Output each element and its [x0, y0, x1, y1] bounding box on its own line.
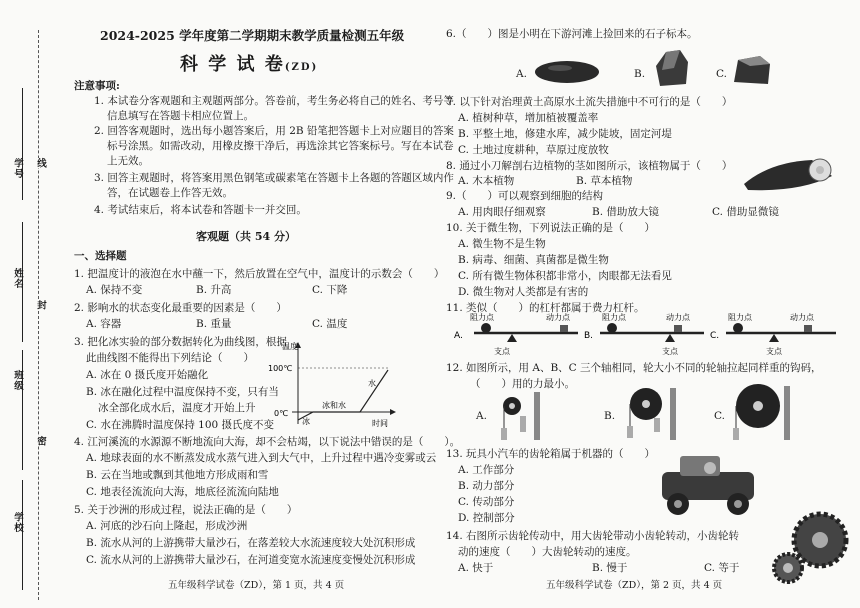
notice-line: 答，在试题卷上作答无效。: [107, 187, 233, 199]
q10-option-a: A. 微生物不是生物: [458, 238, 546, 250]
q5-option-a: A. 河底的沙石向上隆起，形成沙洲: [86, 520, 248, 532]
ice-melting-graph: [268, 338, 398, 430]
notice-line: 1. 本试卷分客观题和主观题两部分。答卷前，考生务必将自己的姓名、考号等: [94, 95, 454, 107]
q6-option-b: B.: [634, 68, 646, 80]
q7-option-c: C. 土地过度耕种，草原过度放牧: [458, 144, 609, 156]
section-title: 客观题（共 54 分）: [196, 230, 296, 243]
q14-option-c: C. 等于: [704, 562, 740, 574]
q9-option-c: C. 借助显微镜: [712, 206, 779, 218]
q1-option-a: A. 保持不变: [86, 284, 143, 296]
q6-option-a: A.: [516, 68, 527, 80]
q12-option-c: C.: [714, 410, 725, 422]
q5-option-b: B. 流水从河的上游携带大量沙石，在落差较大水流速度较大处沉积形成: [86, 537, 416, 549]
id-line: [22, 88, 23, 200]
seal-word-line: 线: [35, 158, 46, 168]
smooth-pebble-image: [532, 56, 602, 86]
q14-option-a: A. 快于: [458, 562, 494, 574]
q4-option-a: A. 地球表面的水不断蒸发成水蒸气进入到大气中，上升过程中遇冷变雾或云: [86, 452, 437, 464]
q2-option-c: C. 温度: [312, 318, 348, 330]
sidebar-school-label: 学校: [12, 512, 23, 533]
lever-c-label: C.: [710, 331, 720, 341]
q13-option-a: A. 工作部分: [458, 464, 515, 476]
q9-option-b: B. 借助放大镜: [592, 206, 659, 218]
sidebar-name-label: 姓名: [12, 268, 23, 289]
footer-page-2: 五年级科学试卷（ZD），第 2 页，共 4 页: [546, 580, 723, 591]
q3-option-c: C. 水在沸腾时温度保持 100 摄氏度不变: [86, 419, 275, 431]
lever-b-label: B.: [584, 331, 594, 341]
lever-a-effort-label: 动力点: [546, 313, 570, 322]
q10-option-c: C. 所有微生物体积都非常小，肉眼都无法看见: [458, 270, 672, 282]
question-2: 2. 影响水的状态变化最重要的因素是（ ）: [74, 302, 287, 314]
wheel-axle-c-image: [730, 382, 794, 444]
q12-option-b: B.: [604, 410, 616, 422]
graph-label-water: 水: [368, 379, 376, 388]
graph-xlabel: 时间: [372, 419, 388, 428]
q13-option-d: D. 控制部分: [458, 512, 515, 524]
question-11: 11. 类似（ ）的杠杆都属于费力杠杆。: [446, 302, 645, 314]
q13-option-b: B. 动力部分: [458, 480, 515, 492]
question-5: 5. 关于沙洲的形成过程，说法正确的是（ ）: [74, 504, 298, 516]
notice-line: 信息填写在答题卡相应位置上。: [107, 110, 254, 122]
q8-option-a: A. 木本植物: [458, 175, 515, 187]
notice-line: 2. 回答客观题时，选出每小题答案后，用 2B 铅笔把答题卡上对应题目的答案: [94, 125, 454, 137]
q10-option-b: B. 病毒、细菌、真菌都是微生物: [458, 254, 609, 266]
question-6: 6.（ ）图是小明在下游河滩上捡回来的石子标本。: [446, 28, 698, 40]
exam-code: (ZD): [284, 62, 319, 73]
q7-option-a: A. 植树种草，增加植被覆盖率: [458, 112, 599, 124]
notice-line: 4. 考试结束后，将本试卷和答题卡一并交回。: [94, 204, 307, 216]
question-12-line1: 12. 如图所示，用 A、B、C 三个轴相同，轮大小不同的轮轴拉起同样重的钩码，: [446, 362, 822, 374]
q8-option-b: B. 草本植物: [576, 175, 633, 187]
toy-car-gearbox-image: [652, 448, 764, 518]
exam-header-title: 2024-2025 学年度第二学期期末教学质量检测五年级: [100, 28, 405, 43]
q5-option-c: C. 流水从河的上游携带大量沙石，在河道变宽水流速度变慢处沉积形成: [86, 554, 416, 566]
seal-word-secret: 密: [35, 436, 46, 446]
wheel-axle-b-image: [620, 384, 680, 444]
exam-subject: [180, 50, 318, 76]
lever-c-fulcrum-label: 支点: [766, 347, 782, 356]
sidebar-class-label: 班级: [12, 370, 23, 391]
class-line: [22, 350, 23, 470]
lever-diagrams: [452, 308, 844, 360]
q6-option-c: C.: [716, 68, 727, 80]
notice-title: 注意事项:: [74, 80, 120, 92]
notice-line: 3. 回答主观题时，将答案用黑色钢笔或碳素笔在答题卡上各题的答题区域内作: [94, 172, 454, 184]
lever-b-fulcrum-label: 支点: [662, 347, 678, 356]
graph-ylabel: 温度: [282, 342, 298, 351]
graph-tick-0: 0℃: [274, 409, 289, 418]
lever-b-effort-label: 动力点: [666, 313, 690, 322]
lever-c-resist-label: 阻力点: [728, 313, 752, 322]
q12-option-a: A.: [476, 410, 487, 422]
question-12-line2: （ ）用的力最小。: [470, 378, 575, 390]
seal-dashed-line: [38, 30, 39, 600]
q3-option-b: B. 冰在融化过程中温度保持不变，只有当: [86, 386, 279, 398]
angular-rock-image: [652, 48, 692, 88]
q7-option-b: B. 平整土地，修建水库，减少陡坡，固定河堤: [458, 128, 672, 140]
q3-option-b-cont: 冰全部化成水后，温度才开始上升: [98, 402, 256, 414]
graph-tick-100: 100℃: [268, 364, 293, 373]
gears-image: [768, 506, 852, 586]
question-13: 13. 玩具小汽车的齿轮箱属于机器的（ ）: [446, 448, 656, 460]
q1-option-b: B. 升高: [196, 284, 232, 296]
q2-option-b: B. 重量: [196, 318, 232, 330]
question-1: 1. 把温度计的液泡在水中蘸一下，然后放置在空气中，温度计的示数会（ ）: [74, 268, 445, 280]
part-title: 一、选择题: [74, 250, 127, 262]
q14-option-b: B. 慢于: [592, 562, 628, 574]
lever-a-resist-label: 阻力点: [470, 313, 494, 322]
q4-option-b: B. 云在当地或飘到其他地方形成雨和雪: [86, 469, 269, 481]
sidebar-id-label: 学号: [12, 158, 23, 179]
q13-option-c: C. 传动部分: [458, 496, 515, 508]
q4-option-c: C. 地表径流流向大海，地底径流流向陆地: [86, 486, 279, 498]
notice-line: 标号涂黑。如需改动，用橡皮擦干净后，再选涂其它答案标号。写在本试卷: [107, 140, 454, 152]
graph-label-mix: 冰和水: [322, 401, 346, 410]
question-3-line1: 3. 把化冰实验的部分数据转化为曲线图，根据: [74, 336, 287, 348]
school-line: [22, 480, 23, 590]
q1-option-c: C. 下降: [312, 284, 348, 296]
notice-line: 上无效。: [107, 155, 149, 167]
question-14-line2: 动的速度（ ）大齿轮转动的速度。: [458, 546, 637, 558]
lever-c-effort-label: 动力点: [790, 313, 814, 322]
footer-page-1: 五年级科学试卷（ZD），第 1 页，共 4 页: [168, 580, 345, 591]
q3-option-a: A. 冰在 0 摄氏度开始融化: [86, 369, 209, 381]
wheel-axle-a-image: [490, 388, 546, 444]
graph-label-ice: 冰: [302, 417, 310, 426]
plant-stem-image: [740, 154, 840, 194]
question-3-line2: 此曲线图不能得出下列结论（ ）: [86, 352, 254, 364]
q10-option-d: D. 微生物对人类都是有害的: [458, 286, 589, 298]
q2-option-a: A. 容器: [86, 318, 122, 330]
question-8: 8. 通过小刀解剖右边植物的茎如图所示，该植物属于（ ）: [446, 160, 733, 172]
question-10: 10. 关于微生物，下列说法正确的是（ ）: [446, 222, 656, 234]
question-9: 9.（ ）可以观察到细胞的结构: [446, 190, 604, 202]
seal-word-seal: 封: [35, 300, 46, 310]
q9-option-a: A. 用肉眼仔细观察: [458, 206, 546, 218]
lever-a-label: A.: [454, 331, 463, 341]
question-14-line1: 14. 右图所示齿轮传动中，用大齿轮带动小齿轮转动，小齿轮转: [446, 530, 740, 542]
lever-a-fulcrum-label: 支点: [494, 347, 510, 356]
lever-b-resist-label: 阻力点: [602, 313, 626, 322]
question-4: 4. 江河溪流的水源源不断地流向大海，却不会枯竭，以下说法中错误的是（ ）。: [74, 436, 461, 448]
exam-subject-text: 科 学 试 卷: [180, 54, 285, 75]
question-7: 7. 以下针对治理黄土高原水土流失措施中不可行的是（ ）: [446, 96, 733, 108]
block-rock-image: [730, 52, 774, 86]
